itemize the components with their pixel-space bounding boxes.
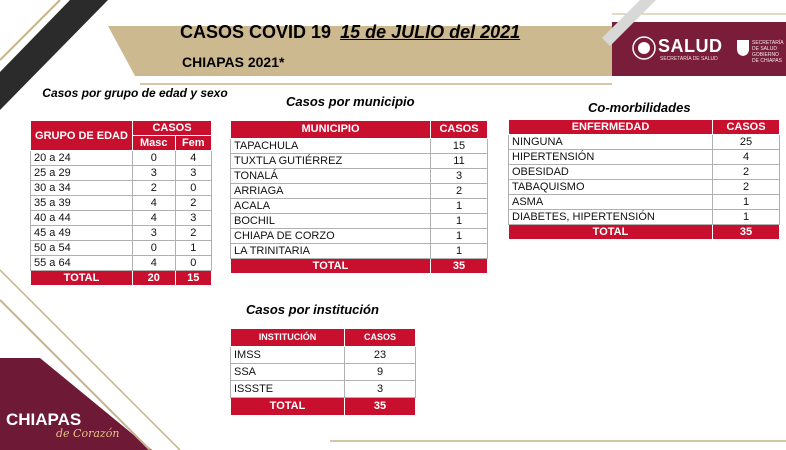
age-row [31,166,212,181]
comorb-total-value: 35 [713,225,780,240]
municipio-row [231,229,488,244]
comorb-row [509,135,780,150]
comorb-cell-cases: 2 [713,180,780,195]
age-cell-fem: 2 [175,226,211,241]
age-total-fem: 15 [175,271,211,286]
age-header-cases: CASOS [133,121,212,136]
age-cell-fem: 1 [175,241,211,256]
municipio-cell-name: TAPACHULA [231,139,431,154]
age-cell-group: 55 a 64 [31,256,133,271]
comorb-cell-name: ASMA [509,195,713,210]
municipio-cell-name: BOCHIL [231,214,431,229]
header-subtitle: CHIAPAS 2021* [182,54,285,70]
municipio-cell-cases: 11 [431,154,488,169]
age-row [31,211,212,226]
inst-cell-name: IMSS [231,347,345,364]
chiapas-logo: CHIAPAS [6,410,82,429]
age-cell-fem: 3 [175,211,211,226]
age-row [31,226,212,241]
inst-total-value: 35 [345,398,416,416]
age-cell-fem: 0 [175,256,211,271]
header-title [180,22,520,43]
inst-row [231,364,416,381]
municipio-cell-name: ARRIAGA [231,184,431,199]
age-total-masc: 20 [133,271,176,286]
age-cell-masc: 3 [133,166,176,181]
comorb-row [509,150,780,165]
municipio-cell-cases: 1 [431,244,488,259]
municipio-total-label: TOTAL [231,259,431,274]
inst-cell-cases: 3 [345,381,416,398]
comorb-table [508,119,780,240]
salud-wordmark: SALUD [658,36,723,56]
comorb-row [509,180,780,195]
secretaria-text: SECRETARÍA DE SALUD GOBIERNO DE CHIAPAS [752,40,784,64]
age-cell-group: 40 a 44 [31,211,133,226]
municipio-row [231,184,488,199]
municipio-row [231,244,488,259]
inst-cell-cases: 23 [345,347,416,364]
municipio-header-cases: CASOS [431,121,488,139]
comorb-cell-name: OBESIDAD [509,165,713,180]
header-title-prefix: CASOS COVID 19 [180,22,332,42]
age-row [31,256,212,271]
age-cell-fem: 0 [175,181,211,196]
comorb-cell-cases: 1 [713,210,780,225]
comorb-table-title: Co-morbilidades [588,100,691,115]
municipio-cell-cases: 1 [431,229,488,244]
age-row [31,241,212,256]
age-row [31,151,212,166]
mexico-seal-icon [632,36,656,60]
municipio-cell-cases: 2 [431,184,488,199]
comorb-cell-name: NINGUNA [509,135,713,150]
salud-logo [612,22,786,76]
municipio-cell-name: TONALÁ [231,169,431,184]
age-cell-fem: 4 [175,151,211,166]
age-header-group: GRUPO DE EDAD [31,121,133,151]
comorb-cell-cases: 4 [713,150,780,165]
age-cell-group: 30 a 34 [31,181,133,196]
municipio-cell-name: CHIAPA DE CORZO [231,229,431,244]
inst-total-row [231,398,416,416]
age-cell-masc: 4 [133,256,176,271]
age-cell-group: 25 a 29 [31,166,133,181]
inst-row [231,381,416,398]
age-total-label: TOTAL [31,271,133,286]
age-cell-fem: 2 [175,196,211,211]
age-cell-masc: 3 [133,226,176,241]
comorb-header-name: ENFERMEDAD [509,120,713,135]
municipio-cell-cases: 1 [431,199,488,214]
inst-cell-name: ISSSTE [231,381,345,398]
municipio-row [231,154,488,169]
comorb-row [509,210,780,225]
municipio-row [231,199,488,214]
municipio-cell-name: ACALA [231,199,431,214]
age-cell-masc: 2 [133,181,176,196]
comorb-cell-cases: 1 [713,195,780,210]
inst-total-label: TOTAL [231,398,345,416]
age-table-title: Casos por grupo de edad y sexo [42,86,228,100]
municipio-cell-name: TUXTLA GUTIÉRREZ [231,154,431,169]
municipio-total-row [231,259,488,274]
comorb-cell-cases: 25 [713,135,780,150]
municipio-row [231,169,488,184]
municipio-total-value: 35 [431,259,488,274]
header-title-date: 15 de JULIO del 2021 [340,22,521,42]
comorb-header-cases: CASOS [713,120,780,135]
age-table [30,120,212,286]
age-cell-masc: 4 [133,196,176,211]
municipio-cell-name: LA TRINITARIA [231,244,431,259]
municipio-cell-cases: 15 [431,139,488,154]
municipio-cell-cases: 3 [431,169,488,184]
comorb-total-label: TOTAL [509,225,713,240]
inst-cell-name: SSA [231,364,345,381]
inst-table-title: Casos por institución [246,302,379,317]
comorb-cell-name: HIPERTENSIÓN [509,150,713,165]
comorb-cell-cases: 2 [713,165,780,180]
age-cell-group: 20 a 24 [31,151,133,166]
age-cell-masc: 0 [133,151,176,166]
age-header-fem: Fem [175,136,211,151]
age-total-row [31,271,212,286]
chiapas-shield-icon [736,39,750,57]
salud-subtext: SECRETARÍA DE SALUD [660,56,718,62]
municipio-row [231,214,488,229]
municipio-cell-cases: 1 [431,214,488,229]
inst-header-name: INSTITUCIÓN [231,329,345,347]
municipio-header-name: MUNICIPIO [231,121,431,139]
comorb-cell-name: DIABETES, HIPERTENSIÓN [509,210,713,225]
comorb-row [509,165,780,180]
inst-header-cases: CASOS [345,329,416,347]
municipio-table-title: Casos por municipio [286,94,415,109]
age-row [31,181,212,196]
age-cell-group: 35 a 39 [31,196,133,211]
comorb-cell-name: TABAQUISMO [509,180,713,195]
age-cell-masc: 0 [133,241,176,256]
chiapas-logo-sub: de Corazón [56,427,120,440]
inst-cell-cases: 9 [345,364,416,381]
inst-row [231,347,416,364]
municipio-table [230,120,488,274]
age-cell-masc: 4 [133,211,176,226]
age-header-masc: Masc [133,136,176,151]
comorb-total-row [509,225,780,240]
inst-table [230,328,416,416]
age-row [31,196,212,211]
age-cell-fem: 3 [175,166,211,181]
age-cell-group: 50 a 54 [31,241,133,256]
municipio-row [231,139,488,154]
age-cell-group: 45 a 49 [31,226,133,241]
comorb-row [509,195,780,210]
